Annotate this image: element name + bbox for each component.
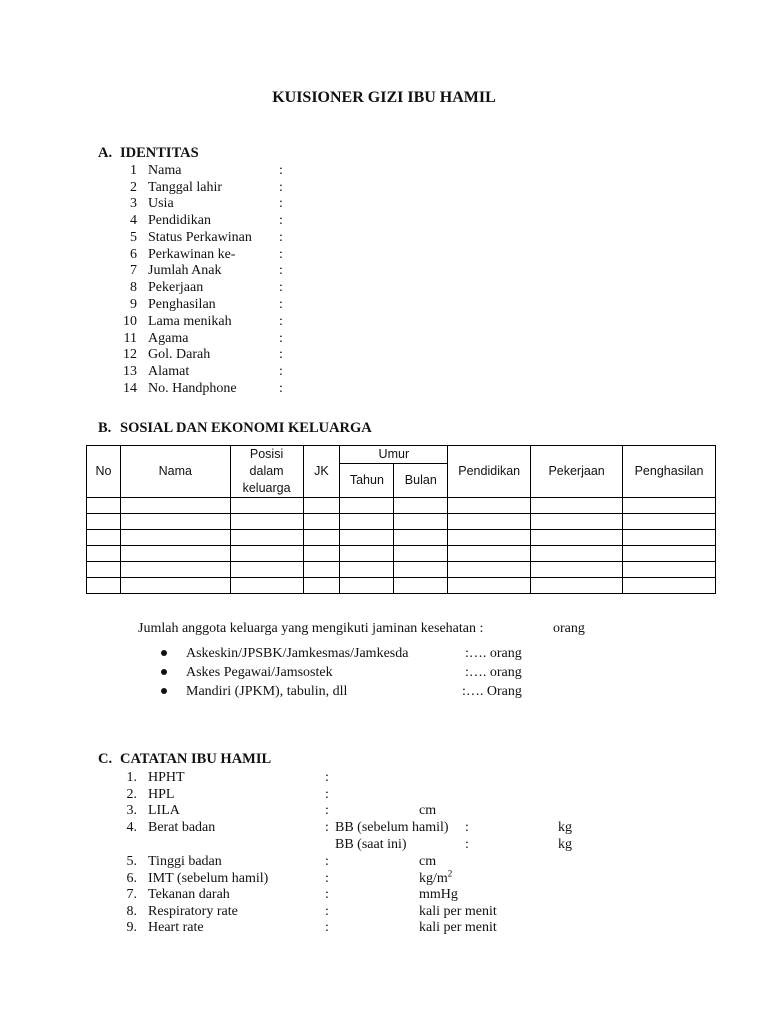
identity-number: 7 [130,263,137,278]
identity-colon: : [279,263,283,278]
record-label: IMT (sebelum hamil) [148,871,269,886]
record-number: 8. [126,904,137,919]
record-unit: cm [419,803,437,818]
bb-before-colon: : [465,820,469,835]
record-row [0,769,768,786]
identity-label: Agama [148,331,189,346]
section-b-letter: B. [98,420,112,436]
identity-number: 9 [130,297,137,312]
identity-row [0,179,768,196]
bullet-icon [161,688,167,694]
record-colon: : [325,770,329,785]
col-header-bulan: Bulan [394,464,448,498]
record-row [0,853,768,870]
record-label: Berat badan [148,820,216,835]
bb-now-label: BB (saat ini) [335,837,407,852]
record-colon: : [325,887,329,902]
bullet-value: :…. orang [465,646,522,661]
identity-number: 5 [130,230,137,245]
identity-label: Status Perkawinan [148,230,252,245]
identity-label: Alamat [148,364,190,379]
identity-label: No. Handphone [148,381,237,396]
record-unit: kg/m [419,871,448,886]
record-label: LILA [148,803,180,818]
identity-row [0,346,768,363]
identity-label: Pendidikan [148,213,211,228]
record-colon: : [325,920,329,935]
identity-number: 10 [123,314,137,329]
record-colon: : [325,854,329,869]
identity-number: 8 [130,280,137,295]
record-label: HPHT [148,770,185,785]
record-number: 7. [126,887,137,902]
identity-label: Lama menikah [148,314,232,329]
bb-now-unit: kg [558,837,572,852]
table-row [87,498,716,514]
table-row [87,562,716,578]
record-unit-imt [419,870,452,887]
identity-row [0,363,768,380]
record-colon: : [325,803,329,818]
identity-colon: : [279,180,283,195]
identity-row [0,380,768,397]
identity-row [0,296,768,313]
section-c-heading [98,751,271,768]
identity-number: 13 [123,364,137,379]
record-unit: kali per menit [419,920,497,935]
record-number: 1. [126,770,137,785]
identity-colon: : [279,347,283,362]
record-label: Tekanan darah [148,887,230,902]
identity-row [0,162,768,179]
bullet-icon [161,669,167,675]
table-row [87,578,716,594]
identity-number: 11 [123,331,137,346]
identity-colon: : [279,364,283,379]
identity-colon: : [279,297,283,312]
identity-row [0,212,768,229]
identity-number: 6 [130,247,137,262]
section-a-title: IDENTITAS [120,145,199,161]
identity-label: Penghasilan [148,297,216,312]
bb-now-colon: : [465,837,469,852]
table-row [87,530,716,546]
record-row [0,836,768,853]
identity-row [0,330,768,347]
identity-number: 12 [123,347,137,362]
record-row [0,903,768,920]
col-header-umur: Umur [340,446,448,464]
identity-colon: : [279,280,283,295]
identity-number: 1 [130,163,137,178]
record-row [0,919,768,936]
identity-colon: : [279,314,283,329]
record-unit: kali per menit [419,904,497,919]
col-header-pekerjaan: Pekerjaan [531,446,623,498]
posisi-line: Posisi [249,447,284,461]
identity-colon: : [279,381,283,396]
identity-label: Perkawinan ke- [148,247,236,262]
bb-before-unit: kg [558,820,572,835]
identity-number: 2 [130,180,137,195]
record-row [0,802,768,819]
record-unit: mmHg [419,887,458,902]
identity-row [0,262,768,279]
identity-number: 3 [130,196,137,211]
record-label: Heart rate [148,920,204,935]
record-colon: : [325,787,329,802]
identity-number: 14 [123,381,137,396]
identity-colon: : [279,230,283,245]
posisi-line: dalam [249,464,284,478]
identity-colon: : [279,196,283,211]
section-a-heading [98,145,199,162]
identity-label: Jumlah Anak [148,263,222,278]
identity-colon: : [279,247,283,262]
unit-superscript: 2 [447,868,453,879]
record-label: Respiratory rate [148,904,238,919]
section-a-letter: A. [98,145,113,161]
record-number: 3. [126,803,137,818]
col-header-nama: Nama [120,446,230,498]
col-header-pendidikan: Pendidikan [448,446,531,498]
identity-row [0,195,768,212]
jaminan-unit: orang [553,621,585,636]
identity-label: Tanggal lahir [148,180,223,195]
col-header-no: No [87,446,121,498]
bullet-value: :…. orang [465,665,522,680]
col-header-penghasilan: Penghasilan [623,446,716,498]
identity-colon: : [279,331,283,346]
identity-label: Pekerjaan [148,280,204,295]
table-row [87,546,716,562]
bullet-icon [161,650,167,656]
record-row [0,886,768,903]
record-number: 5. [126,854,137,869]
identity-row [0,229,768,246]
identity-label: Usia [148,196,174,211]
record-number: 2. [126,787,137,802]
section-c-letter: C. [98,751,113,767]
identity-label: Nama [148,163,182,178]
section-c-title: CATATAN IBU HAMIL [120,751,272,767]
posisi-line: keluarga [242,481,291,495]
bullet-label: Askes Pegawai/Jamsostek [186,665,333,680]
record-colon: : [325,871,329,886]
identity-label: Gol. Darah [148,347,211,362]
record-number: 4. [126,820,137,835]
identity-row [0,279,768,296]
record-row [0,819,768,836]
record-unit: cm [419,854,437,869]
bullet-label: Askeskin/JPSBK/Jamkesmas/Jamkesda [186,646,409,661]
record-row [0,870,768,887]
col-header-jk: JK [303,446,340,498]
identity-row [0,313,768,330]
record-label: Tinggi badan [148,854,222,869]
record-label: HPL [148,787,175,802]
document-title: KUISIONER GIZI IBU HAMIL [272,89,496,106]
record-row [0,786,768,803]
record-number: 6. [126,871,137,886]
record-number: 9. [126,920,137,935]
bullet-value: :…. Orang [462,684,522,699]
col-header-posisi [230,446,303,498]
family-table [86,445,716,594]
identity-colon: : [279,213,283,228]
section-b-title: SOSIAL DAN EKONOMI KELUARGA [120,420,372,436]
section-b-heading [98,420,372,437]
record-colon: : [325,820,329,835]
bb-before-label: BB (sebelum hamil) [335,820,449,835]
record-colon: : [325,904,329,919]
identity-number: 4 [130,213,137,228]
col-header-tahun: Tahun [340,464,394,498]
identity-colon: : [279,163,283,178]
bullet-label: Mandiri (JPKM), tabulin, dll [186,684,348,699]
table-row [87,514,716,530]
identity-row [0,246,768,263]
jaminan-text: Jumlah anggota keluarga yang mengikuti jaminan kesehatan : [138,621,484,636]
